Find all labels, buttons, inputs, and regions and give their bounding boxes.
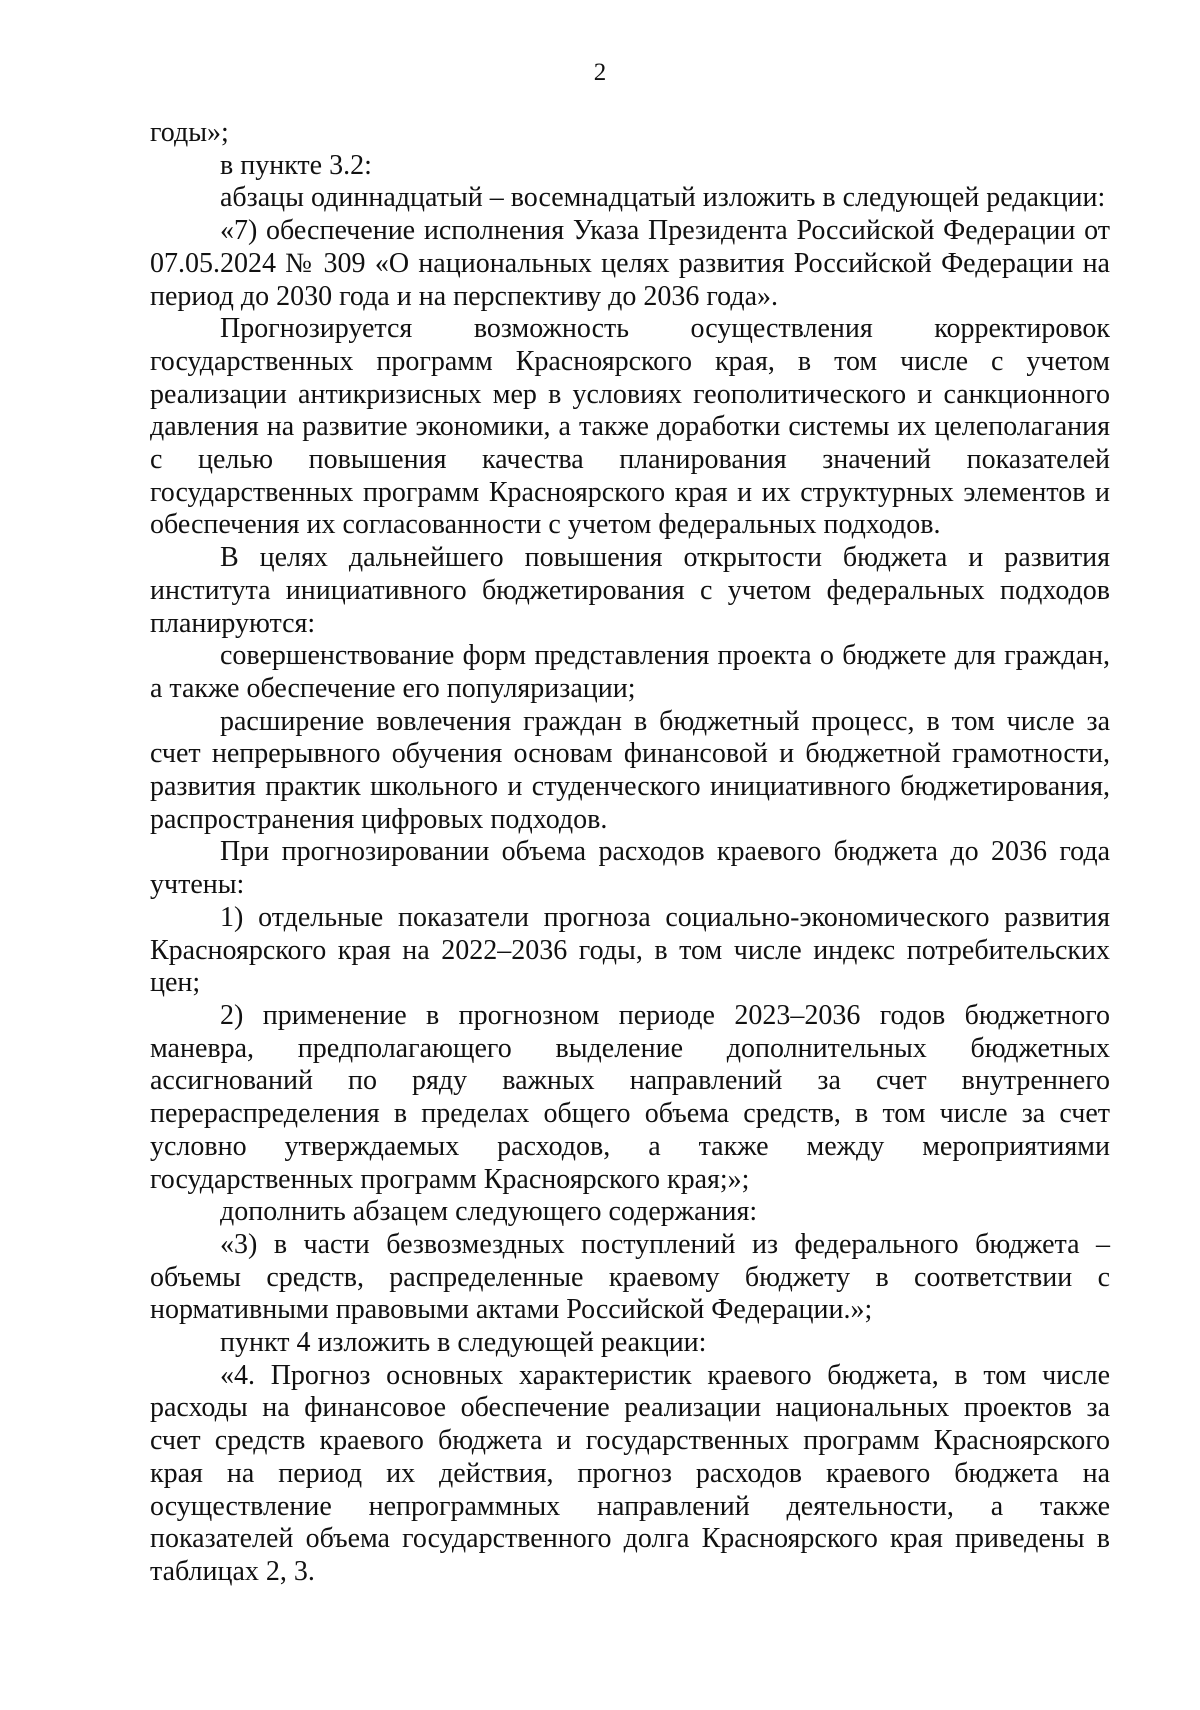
paragraph: расширение вовлечения граждан в бюджетный процесс, в том числе за счет непрерывного обучения основам финансовой и бюджетной грамотности, развития практик школьного и студенческого инициативного бюджетирования, распространения цифровых подходов. [150, 705, 1110, 835]
paragraph: «3) в части безвозмездных поступлений из федерального бюджета – объемы средств, распределенные краевому бюджету в соответствии с нормативными правовыми актами Российской Федерации.»; [150, 1228, 1110, 1326]
page-number: 2 [593, 59, 607, 86]
paragraph: 2) применение в прогнозном периоде 2023–2036 годов бюджетного маневра, предполагающего выделение дополнительных бюджетных ассигнований по ряду важных направлений за счет внутреннего перераспределения в пределах общего объема средств, в том числе за счет условно утверждаемых расходов, а также между мероприятиями государственных программ Красноярского края;»; [150, 999, 1110, 1195]
paragraph: дополнить абзацем следующего содержания: [220, 1196, 758, 1228]
paragraph: в пункте 3.2: [220, 149, 372, 181]
paragraph: абзацы одиннадцатый – восемнадцатый изложить в следующей редакции: [220, 182, 1106, 214]
document-body [150, 117, 1110, 1589]
paragraph: 1) отдельные показатели прогноза социально-экономического развития Красноярского края на 2022–2036 годы, в том числе индекс потребительских цен; [150, 901, 1110, 999]
paragraph: пункт 4 изложить в следующей реакции: [220, 1327, 707, 1359]
paragraph: При прогнозировании объема расходов краевого бюджета до 2036 года учтены: [150, 836, 1110, 901]
paragraph: Прогнозируется возможность осуществления корректировок государственных программ Красноярского края, в том числе с учетом реализации антикризисных мер в условиях геополитического и санкционного давления на развитие экономики, а также доработки системы их целеполагания с целью повышения качества планирования значений показателей государственных программ Красноярского края и их структурных элементов и обеспечения их согласованности с учетом федеральных подходов. [150, 313, 1110, 541]
paragraph: совершенствование форм представления проекта о бюджете для граждан, а также обеспечение его популяризации; [150, 640, 1110, 704]
paragraph: «7) обеспечение исполнения Указа Президента Российской Федерации от 07.05.2024 № 309 «О национальных целях развития Российской Федерации на период до 2030 года и на перспективу до 2036 года». [150, 215, 1110, 312]
paragraph: годы»; [150, 117, 229, 148]
paragraph: «4. Прогноз основных характеристик краевого бюджета, в том числе расходы на финансовое обеспечение реализации национальных проектов за счет средств краевого бюджета и государственных программ Красноярского края на период их действия, прогноз расходов краевого бюджета на осуществление непрограммных направлений деятельности, а также показателей объема государственного долга Красноярского края приведены в таблицах 2, 3. [150, 1359, 1110, 1587]
paragraph: В целях дальнейшего повышения открытости бюджета и развития института инициативного бюджетирования с учетом федеральных подходов планируются: [150, 542, 1110, 639]
